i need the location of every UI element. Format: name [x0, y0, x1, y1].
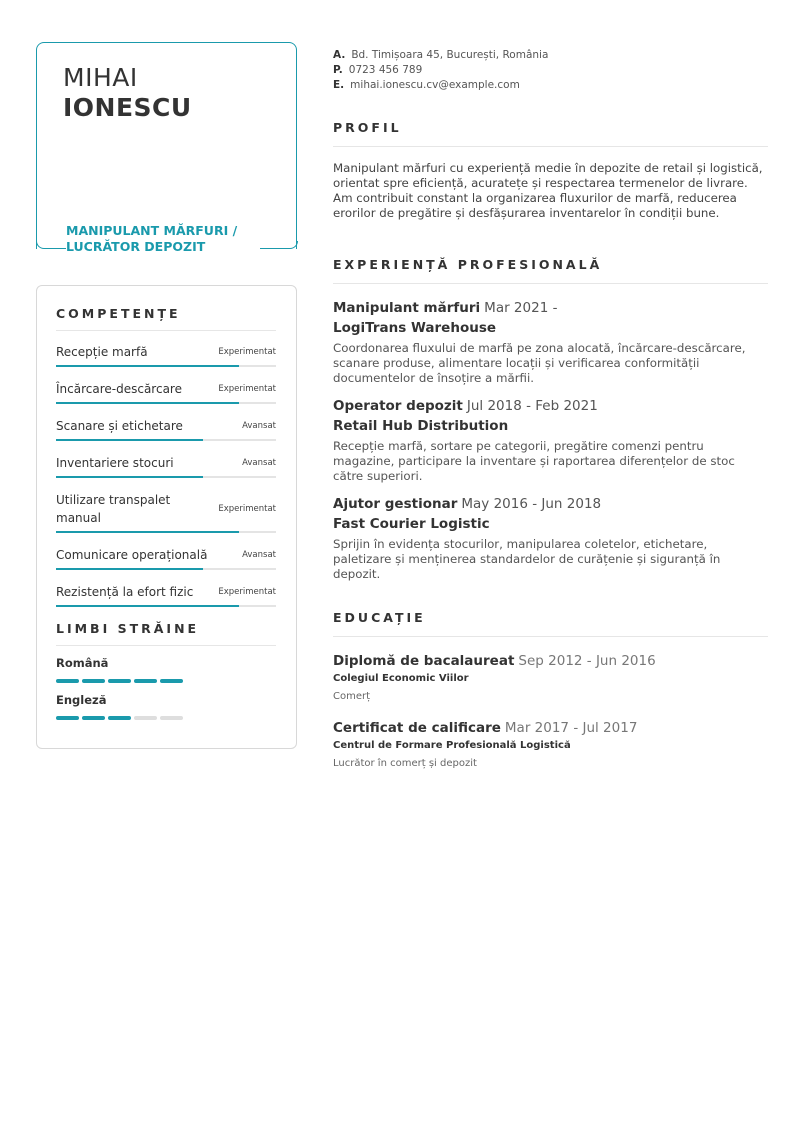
language-name: Engleză: [56, 693, 107, 707]
education-item: [333, 718, 768, 771]
email-value[interactable]: mihai.ionescu.cv@example.com: [350, 79, 520, 91]
skill-item: [56, 378, 276, 402]
study-field: Lucrător în comerț și depozit: [333, 758, 477, 769]
job-role: Operator depozit: [333, 398, 463, 414]
skill-bar: [56, 605, 276, 607]
rating-dot-filled: [82, 679, 105, 683]
skill-name: Comunicare operațională: [56, 548, 208, 562]
profile-text: Manipulant mărfuri cu experiență medie în depozite de retail și logistică, orientat spre eficiență, acuratețe și respectarea termenelor de livrare. Am contribuit constant la organizarea fluxurilor de marfă, reducerea erorilor de pregătire și desfășurarea inventarelor în condiții bune.: [333, 161, 763, 220]
skill-item: [56, 452, 276, 476]
skill-item: [56, 581, 276, 605]
skill-item: [56, 489, 276, 531]
job-title-line-2: LUCRĂTOR DEPOZIT: [66, 239, 206, 254]
skill-level: Avansat: [242, 458, 276, 468]
address-label: A.: [333, 49, 346, 61]
language-name: Română: [56, 656, 109, 670]
rating-dot-filled: [108, 716, 131, 720]
skill-item: [56, 341, 276, 365]
email-label: E.: [333, 79, 345, 91]
contact-address: [333, 48, 768, 63]
job-description: Sprijin în evidența stocurilor, manipularea coletelor, etichetare, paletizare și menținerea standardelor de curățenie și siguranță în depozit.: [333, 537, 721, 581]
skill-bar: [56, 402, 276, 404]
job-dates: Jul 2018 - Feb 2021: [466, 398, 598, 414]
skill-level: Experimentat: [218, 384, 276, 394]
languages-list: [56, 656, 276, 720]
skill-name: Scanare și etichetare: [56, 419, 183, 433]
phone-label: P.: [333, 64, 343, 76]
school-name: Colegiul Economic Viilor: [333, 673, 469, 684]
skill-name: Inventariere stocuri: [56, 456, 174, 470]
rating-dot-empty: [160, 716, 183, 720]
contact-block: [333, 48, 768, 93]
job-dates: May 2016 - Jun 2018: [461, 496, 602, 512]
education-dates: Mar 2017 - Jul 2017: [504, 720, 638, 736]
skill-name: Utilizare transpalet manual: [56, 493, 171, 525]
study-field: Comerț: [333, 691, 371, 702]
first-name: MIHAI: [63, 63, 138, 92]
name-card: [36, 42, 297, 254]
skill-bar: [56, 365, 276, 367]
job-dates: Mar 2021 -: [484, 300, 558, 316]
sidebar-card: [36, 285, 297, 749]
skill-level: Experimentat: [218, 587, 276, 597]
contact-phone: [333, 63, 768, 78]
job-role: Manipulant mărfuri: [333, 300, 481, 316]
rating-dot-filled: [108, 679, 131, 683]
last-name: IONESCU: [63, 93, 192, 122]
skill-level: Avansat: [242, 421, 276, 431]
skill-item: [56, 415, 276, 439]
skill-name: Încărcare-descărcare: [56, 382, 182, 396]
skill-bar: [56, 439, 276, 441]
frame-corner-left: [36, 241, 66, 249]
skills-list: [56, 341, 276, 607]
education-item: [333, 651, 768, 704]
right-column: [333, 48, 768, 785]
job-company: LogiTrans Warehouse: [333, 320, 497, 336]
job-company: Fast Courier Logistic: [333, 516, 490, 532]
address-value: Bd. Timișoara 45, București, România: [351, 49, 549, 61]
job-title-line-1: MANIPULANT MĂRFURI /: [66, 223, 238, 238]
language-rating: [56, 716, 276, 720]
languages-heading: LIMBI STRĂINE: [56, 621, 276, 646]
rating-dot-filled: [160, 679, 183, 683]
language-rating: [56, 679, 276, 683]
education-list: [333, 651, 768, 771]
education-dates: Sep 2012 - Jun 2016: [518, 653, 656, 669]
degree: Certificat de calificare: [333, 720, 501, 736]
left-column: [36, 42, 297, 749]
skills-heading: COMPETENȚE: [56, 306, 276, 331]
skill-bar: [56, 531, 276, 533]
job-description: Recepție marfă, sortare pe categorii, pregătire comenzi pentru magazine, participare la inventare și raportarea diferențelor de stoc către superiori.: [333, 439, 735, 483]
job-description: Coordonarea fluxului de marfă pe zona alocată, încărcare-descărcare, scanare produse, alimentare locații și verificarea conformității documentelor de însoțire a mărfii.: [333, 341, 746, 385]
skill-bar: [56, 568, 276, 570]
contact-email: [333, 78, 768, 93]
experience-item: [333, 396, 768, 484]
experience-list: [333, 298, 768, 582]
job-role: Ajutor gestionar: [333, 496, 458, 512]
skill-name: Recepție marfă: [56, 345, 148, 359]
skill-level: Avansat: [242, 550, 276, 560]
degree: Diplomă de bacalaureat: [333, 653, 515, 669]
skill-item: [56, 544, 276, 568]
job-title: [66, 223, 241, 255]
skill-name: Rezistență la efort fizic: [56, 585, 194, 599]
phone-value: 0723 456 789: [348, 64, 423, 76]
skill-level: Experimentat: [218, 347, 276, 357]
experience-item: [333, 494, 768, 582]
rating-dot-filled: [56, 679, 79, 683]
education-heading: EDUCAȚIE: [333, 610, 768, 637]
experience-heading: EXPERIENȚĂ PROFESIONALĂ: [333, 257, 768, 284]
school-name: Centrul de Formare Profesională Logistică: [333, 740, 571, 751]
rating-dot-empty: [134, 716, 157, 720]
frame-corner-right: [260, 241, 298, 249]
experience-item: [333, 298, 768, 386]
skill-level: Experimentat: [218, 504, 276, 514]
rating-dot-filled: [56, 716, 79, 720]
job-company: Retail Hub Distribution: [333, 418, 509, 434]
rating-dot-filled: [134, 679, 157, 683]
skill-bar: [56, 476, 276, 478]
profile-heading: PROFIL: [333, 120, 768, 147]
rating-dot-filled: [82, 716, 105, 720]
